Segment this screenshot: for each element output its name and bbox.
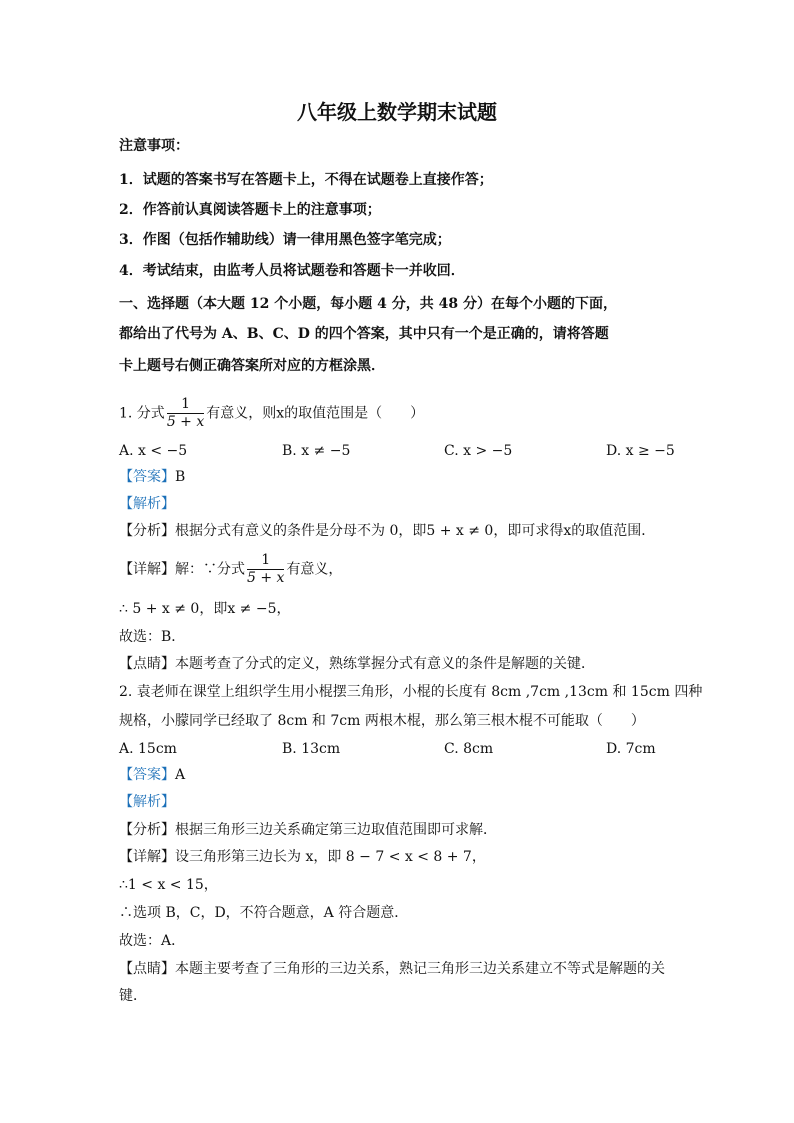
answer-tag: 【答案】 (119, 767, 175, 783)
question-1-option-a: A. x < −5 (119, 443, 188, 459)
fenxi-tag: 【分析】 (119, 523, 175, 539)
question-1-option-c: C. x > −5 (444, 443, 513, 459)
section-instruction-line-1: 一、选择题（本大题 12 个小题，每小题 4 分，共 48 分）在每个小题的下面， (119, 296, 617, 312)
question-2-step-1: ∴1 < x < 15， (119, 877, 218, 893)
question-2-fenxi (119, 820, 497, 840)
section-instruction-line-3: 卡上题号右侧正确答案所对应的方框涂黑． (119, 358, 385, 374)
fraction-numerator: 1 (167, 396, 204, 414)
question-1-option-d: D. x ≥ −5 (606, 443, 675, 459)
answer-value: A (175, 767, 186, 783)
question-2-option-a: A. 15cm (119, 741, 177, 757)
section-instruction-line-2: 都给出了代号为 A、B、C、D 的四个答案，其中只有一个是正确的，请将答题 (119, 326, 609, 342)
question-1-analysis (119, 494, 175, 514)
question-1-fraction (167, 396, 204, 431)
notice-item-1: 1．试题的答案书写在答题卡上，不得在试题卷上直接作答； (119, 172, 493, 188)
question-1-fenxi (119, 521, 655, 541)
xiangjie-text: 设三角形第三边长为 x，即 8 − 7 < x < 8 + 7， (175, 849, 486, 865)
question-2-stem-line-2: 规格，小朦同学已经取了 8cm 和 7cm 两根木棍，那么第三根木棍不可能取（ ） (119, 713, 645, 729)
fraction-denominator: 5 + x (166, 414, 205, 430)
question-2-stem-line-1: 2. 袁老师在课堂上组织学生用小棍摆三角形，小棍的长度有 8cm ,7cm ,13cm 和 15cm 四种 (119, 684, 703, 700)
dianjing-text: 本题考查了分式的定义，熟练掌握分式有意义的条件是解题的关键． (175, 656, 595, 672)
question-1-answer (119, 467, 185, 487)
question-1-prefix: 1. 分式 (119, 405, 165, 422)
question-2-answer (119, 765, 185, 785)
question-2-dianjing (119, 959, 665, 979)
question-2-option-b: B. 13cm (282, 741, 341, 757)
fenxi-text: 根据分式有意义的条件是分母不为 0，即5 + x ≠ 0，即可求得x的取值范围． (175, 523, 656, 539)
question-2-analysis (119, 792, 175, 812)
fraction-numerator: 1 (247, 552, 284, 570)
question-1-option-b: B. x ≠ −5 (282, 443, 351, 459)
question-1-suffix: 有意义，则x的取值范围是（ ） (206, 405, 425, 422)
question-1-step-1: ∴ 5 + x ≠ 0，即x ≠ −5， (119, 601, 291, 617)
question-1-stem (119, 396, 424, 431)
notice-heading: 注意事项： (119, 138, 189, 154)
analysis-tag: 【解析】 (119, 496, 175, 512)
question-2-option-d: D. 7cm (606, 741, 656, 757)
fraction-denominator: 5 + x (247, 570, 285, 586)
dianjing-tag: 【点睛】 (119, 656, 175, 672)
answer-value: B (175, 469, 186, 485)
notice-item-4: 4．考试结束，由监考人员将试题卷和答题卡一并收回． (119, 263, 465, 279)
xiangjie-tag: 【详解】 (119, 561, 175, 578)
page-title: 八年级上数学期末试题 (297, 100, 497, 124)
question-2-step-3: 故选：A． (119, 933, 186, 949)
fenxi-tag: 【分析】 (119, 822, 175, 838)
xiangjie-fraction (247, 552, 284, 587)
question-2-step-2: ∴选项 B，C，D，不符合题意，A 符合题意． (119, 905, 409, 921)
xiangjie-tag: 【详解】 (119, 849, 175, 865)
question-2-option-c: C. 8cm (444, 741, 494, 757)
analysis-tag: 【解析】 (119, 794, 175, 810)
question-1-xiangjie (119, 552, 342, 587)
notice-item-3: 3．作图（包括作辅助线）请一律用黑色签字笔完成； (119, 232, 451, 248)
notice-item-2: 2．作答前认真阅读答题卡上的注意事项； (119, 202, 381, 218)
question-2-xiangjie (119, 847, 486, 867)
dianjing-tag: 【点睛】 (119, 961, 175, 977)
fenxi-text: 根据三角形三边关系确定第三边取值范围即可求解． (175, 822, 497, 838)
xiangjie-prefix: 解：∵分式 (175, 561, 245, 578)
question-1-dianjing (119, 654, 595, 674)
question-1-step-2: 故选：B． (119, 629, 186, 645)
xiangjie-suffix: 有意义， (286, 561, 343, 578)
answer-tag: 【答案】 (119, 469, 175, 485)
dianjing-text: 本题主要考查了三角形的三边关系，熟记三角形三边关系建立不等式是解题的关 (175, 961, 665, 977)
question-2-dianjing-continued: 键． (119, 988, 147, 1004)
